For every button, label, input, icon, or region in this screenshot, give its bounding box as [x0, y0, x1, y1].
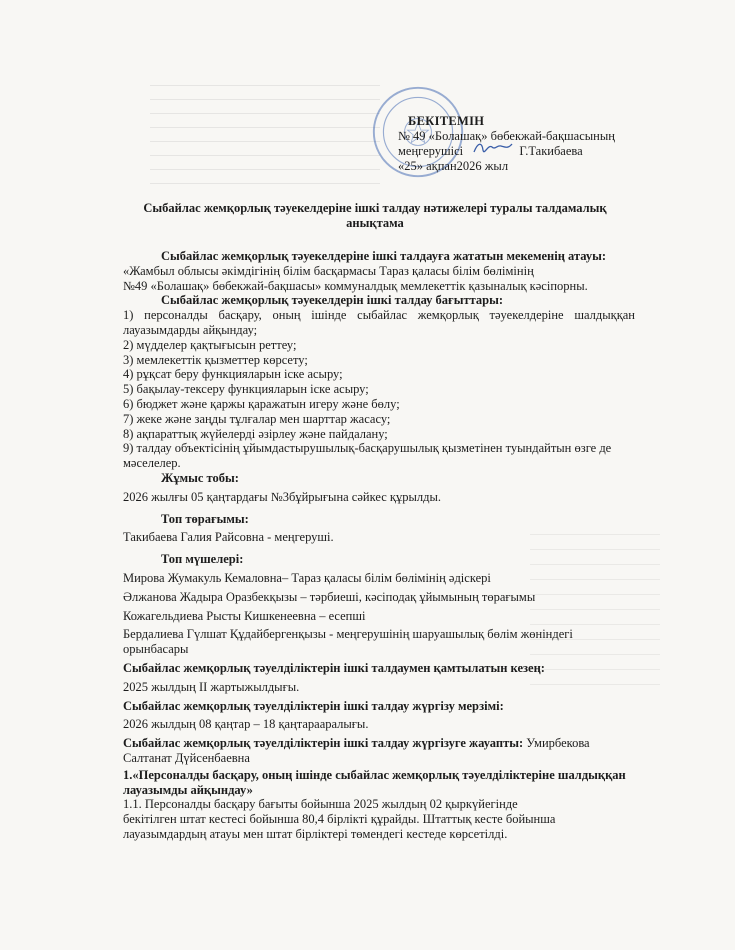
term-text: 2026 жылдың 08 қаңтар – 18 қаңтарааралығы.: [123, 717, 369, 732]
direction-item-5: 5) бақылау-тексеру функцияларын іске асыру;: [123, 382, 369, 397]
direction-item-1: 1) персоналды басқару, оның ішінде сыбайлас жемқорлық тәуекелдеріне шалдыққан лауазымдарды айқындау;: [123, 308, 635, 337]
responsible-name: Умирбекова Салтанат Дүйсенбаевна: [123, 736, 590, 765]
direction-item-8: 8) ақпараттық жүйелерді әзірлеу және пайдалану;: [123, 426, 388, 441]
document-body: [123, 249, 635, 842]
section-1-line-2: бекітілген штат кестесі бойынша 80,4 бірлікті құрайды. Штаттық кесте бойынша: [123, 812, 556, 827]
section-1-line-1: 1.1. Персоналды басқару бағыты бойынша 2025 жылдың 02 қыркүйегінде: [123, 797, 518, 812]
responsible-heading: Сыбайлас жемқорлық тәуелділіктерін ішкі талдау жүргізуге жауапты:: [123, 736, 524, 751]
period-heading: Сыбайлас жемқорлық тәуелділіктерін ішкі талдаумен қамтылатын кезең:: [123, 660, 545, 675]
section-1-heading: 1.«Персоналды басқару, оның ішінде сыбайлас жемқорлық тәуелділіктеріне шалдыққан лауазымды айқындау»: [123, 767, 626, 797]
document-title: Сыбайлас жемқорлық тәуекелдеріне ішкі талдау нәтижелері туралы талдамалық анықтама: [143, 201, 607, 230]
approval-heading: БЕКІТЕМІН: [408, 114, 485, 128]
direction-item-9: 9) талдау объектісінің ұйымдастырушылық-басқарушылық қызметінен туындайтын өзге де мәселелер.: [123, 441, 612, 471]
org-heading: Сыбайлас жемқорлық тәуекелдеріне ішкі талдауға жататын мекеменің атауы:: [161, 249, 607, 263]
member-2: Әлжанова Жадыра Оразбекқызы – тәрбиеші, кәсіподақ ұйымының төрағымы: [123, 589, 536, 604]
period-text: 2025 жылдың ІІ жартыжылдығы.: [123, 679, 300, 694]
approval-date: «25» ақпан2026 жыл: [398, 159, 509, 173]
member-1: Мирова Жумакуль Кемаловна– Тараз қаласы білім бөлімінің әдіскері: [123, 570, 491, 585]
chair-text: Такибаева Галия Райсовна - меңгеруші.: [123, 530, 334, 545]
workgroup-heading: Жұмыс тобы:: [161, 470, 239, 485]
responsible-line: [123, 736, 635, 766]
direction-item-3: 3) мемлекеттік қызметтер көрсету;: [123, 352, 308, 367]
workgroup-text: 2026 жылғы 05 қаңтардағы №3бұйрығына сәйкес құрылды.: [123, 489, 441, 504]
chair-heading: Топ төрағымы:: [161, 511, 249, 526]
direction-item-2: 2) мүдделер қақтығысын реттеу;: [123, 337, 297, 352]
org-line-2: №49 «Болашақ» бөбекжай-бақшасы» коммуналдық мемлекеттік қазыналық кәсіпорны.: [123, 278, 588, 293]
approval-line-2: [398, 144, 698, 159]
member-4: Бердалиева Гүлшат Құдайбергенқызы - меңгерушінің шаруашылық бөлім жөніндегі орынбасары: [123, 627, 573, 657]
term-heading: Сыбайлас жемқорлық тәуелділіктерін ішкі талдау жүргізу мерзімі:: [123, 698, 504, 713]
org-line-1: «Жамбыл облысы әкімдігінің білім басқармасы Тараз қаласы білім бөлімінің: [123, 263, 534, 278]
directions-heading: Сыбайлас жемқорлық тәуекелдерін ішкі талдау бағыттары:: [161, 293, 504, 308]
member-3: Кожагельдиева Рысты Кишкенеевна – есепші: [123, 608, 366, 623]
section-1-line-3: лауазымдардың атауы мен штат бірліктері төмендегі кестеде көрсетілді.: [123, 826, 508, 841]
approval-position: меңгерушісі: [398, 144, 464, 158]
members-heading: Топ мүшелері:: [161, 552, 244, 567]
approval-block: [398, 114, 698, 174]
direction-item-6: 6) бюджет және қаржы қаражатын игеру және бөлу;: [123, 396, 400, 411]
direction-item-7: 7) жеке және заңды тұлғалар мен шарттар жасасу;: [123, 411, 391, 426]
approval-signer: Г.Такибаева: [519, 144, 583, 158]
approval-line-1: № 49 «Болашақ» бөбекжай-бақшасының: [398, 129, 615, 143]
show-through-lines: [150, 72, 380, 192]
direction-item-4: 4) рұқсат беру функцияларын іске асыру;: [123, 367, 343, 382]
